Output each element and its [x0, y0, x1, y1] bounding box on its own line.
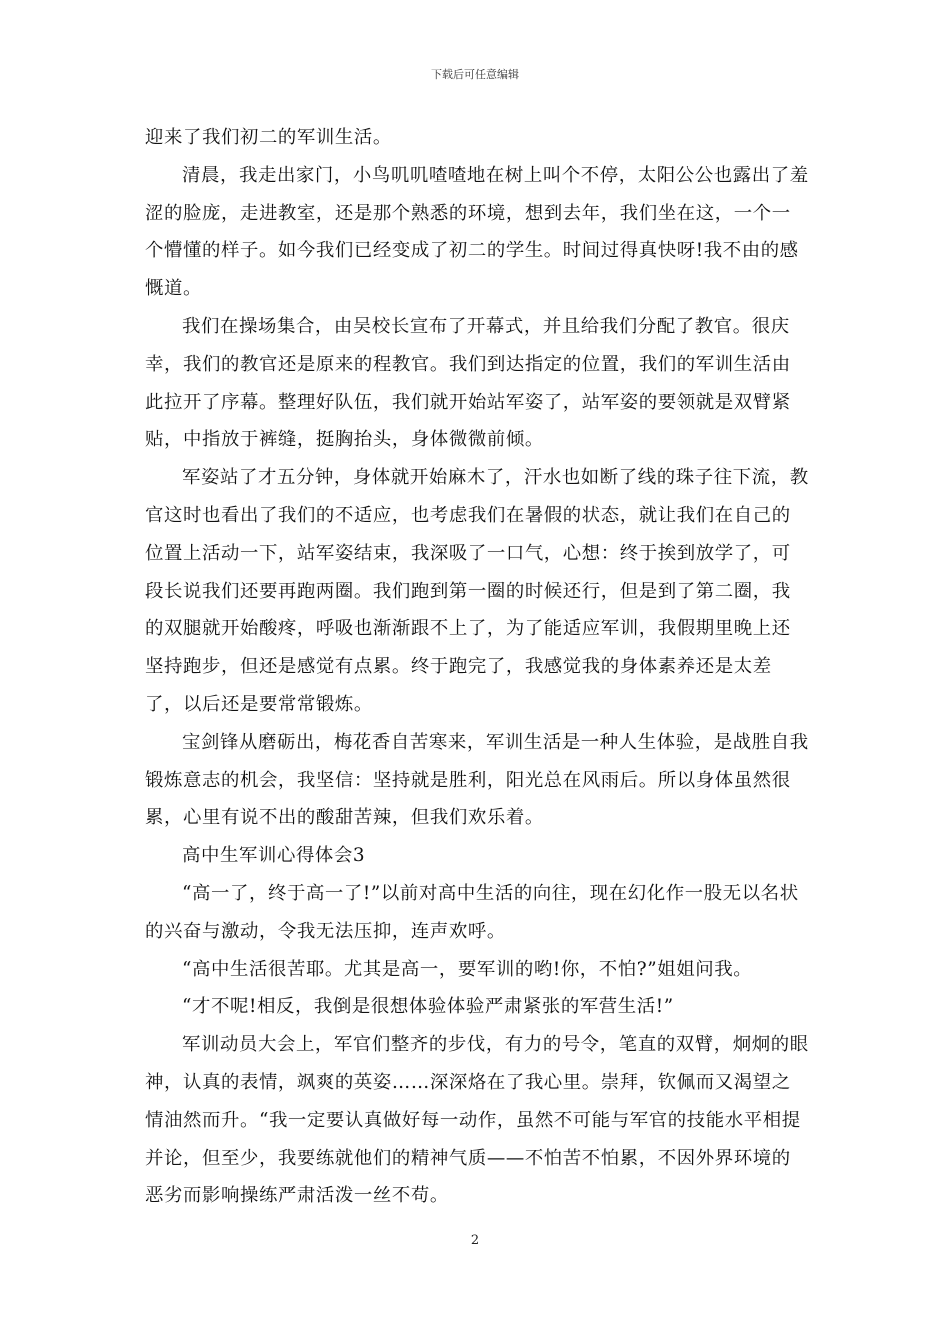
paragraph: 迎来了我们初二的军训生活。: [145, 127, 392, 148]
paragraph: 宝剑锋从磨砺出，梅花香自苦寒来，军训生活是一种人生体验，是战胜自我锻炼意志的机会，我坚信：坚持就是胜利，阳光总在风雨后。所以身体虽然很累，心里有说不出的酸甜苦辣，但我们欢乐着。: [145, 731, 809, 829]
paragraph: “高中生活很苦耶。尤其是高一，要军训的哟!你，不怕?”姐姐问我。: [182, 958, 753, 980]
paragraph: 军训动员大会上，军官们整齐的步伐，有力的号令，笔直的双臂，炯炯的眼神，认真的表情，飒爽的英姿……深深烙在了我心里。崇拜，钦佩而又渴望之情油然而升。“我一定要认真做好每一动作，虽然不可能与军官的技能水平相提并论，但至少，我要练就他们的精神气质——不怕苦不怕累，不因外界环境的恶劣而影响操练严肃活泼一丝不苟。: [145, 1034, 809, 1207]
paragraph: 我们在操场集合，由吴校长宣布了开幕式，并且给我们分配了教官。很庆幸，我们的教官还是原来的程教官。我们到达指定的位置，我们的军训生活由此拉开了序幕。整理好队伍，我们就开始站军姿了，站军姿的要领就是双臂紧贴，中指放于裤缝，挺胸抬头，身体微微前倾。: [145, 315, 791, 451]
page-header: 下载后可任意编辑: [431, 68, 519, 81]
section-heading: 高中生军训心得体会3: [182, 845, 366, 867]
paragraph: “高一了，终于高一了!”以前对高中生活的向往，现在幻化作一股无以名状的兴奋与激动，令我无法压抑，连声欢呼。: [145, 882, 799, 942]
paragraph: 军姿站了才五分钟，身体就开始麻木了，汗水也如断了线的珠子往下流，教官这时也看出了我们的不适应，也考虑我们在暑假的状态，就让我们在自己的位置上活动一下，站军姿结束，我深吸了一口气，心想：终于挨到放学了，可段长说我们还要再跑两圈。我们跑到第一圈的时候还行，但是到了第二圈，我的双腿就开始酸疼，呼吸也渐渐跟不上了，为了能适应军训，我假期里晚上还坚持跑步，但还是感觉有点累。终于跑完了，我感觉我的身体素养还是太差了，以后还是要常常锻炼。: [145, 467, 809, 715]
page-number: 2: [470, 1233, 480, 1248]
document-body: [145, 119, 809, 1215]
paragraph: “才不呢!相反，我倒是很想体验体验严肃紧张的军营生活!”: [182, 996, 674, 1018]
paragraph: 清晨，我走出家门，小鸟叽叽喳喳地在树上叫个不停，太阳公公也露出了羞涩的脸庞，走进教室，还是那个熟悉的环境，想到去年，我们坐在这，一个一个懵懂的样子。如今我们已经变成了初二的学生。时间过得真快呀!我不由的感慨道。: [145, 164, 809, 300]
